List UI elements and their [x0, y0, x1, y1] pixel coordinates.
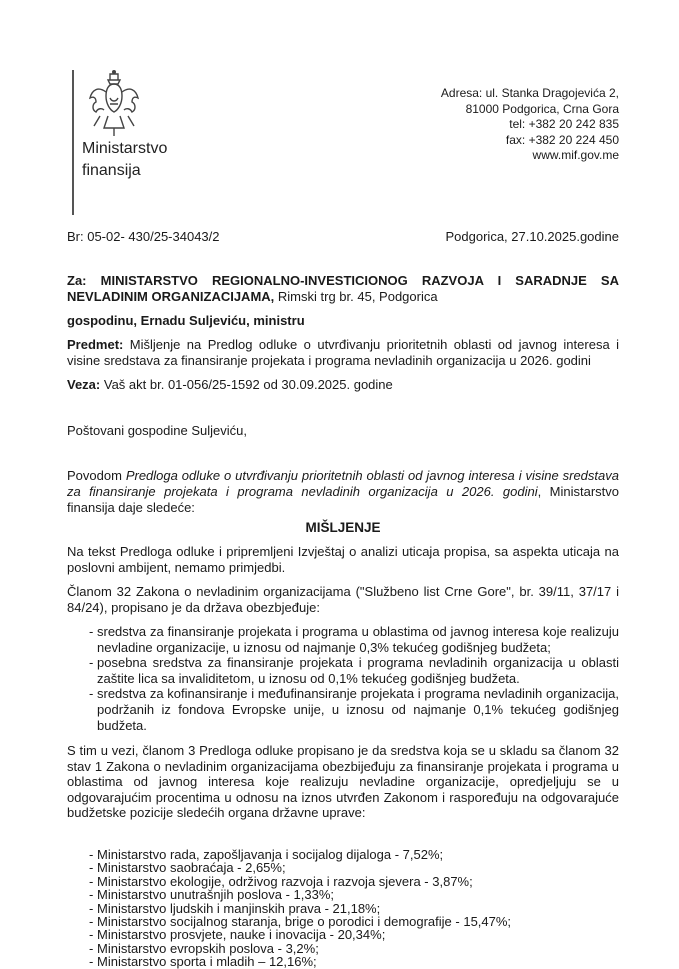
coat-of-arms-logo — [86, 68, 142, 140]
website-link[interactable]: www.mif.gov.me — [532, 148, 619, 162]
funding-bullets — [67, 624, 619, 733]
reference-number: Br: 05-02- 430/25-34043/2 — [67, 229, 220, 244]
recipient-block — [67, 273, 619, 305]
veza-text: Vaš akt br. 01-056/25-1592 od 30.09.2025. godine — [103, 377, 393, 392]
ministry-name — [82, 138, 167, 182]
subject-block — [67, 337, 619, 369]
list-item: - Ministarstvo ljudskih i manjinskih prava - 21,18%; — [67, 902, 619, 915]
letterhead-divider — [72, 70, 74, 215]
recipient-ministry: MINISTARSTVO REGIONALNO-INVESTICIONOG RAZVOJA I SARADNJE SA NEVLADINIM ORGANIZACIJAMA, — [67, 273, 619, 304]
list-item: - sredstva za finansiranje projekata i programa u oblastima od javnog interesa koje realizuju nevladine organizacije, u iznosu od najmanje 0,3% tekućeg godišnjeg budžeta; — [67, 624, 619, 655]
address-city: 81000 Podgorica, Crna Gora — [465, 101, 619, 116]
ministry-name-line1: Ministarstvo — [82, 140, 168, 157]
za-label: Za: — [67, 273, 87, 288]
ministry-name-line2: finansija — [82, 162, 141, 179]
recipient-person: gospodinu, Ernadu Suljeviću, ministru — [67, 313, 305, 328]
intro-title: Predloga odluke o utvrđivanju prioritetnih oblasti od javnog interesa i visine sredstava za finansiranje projekata i programa nevladinih organizacija u 2026. godini — [67, 468, 619, 499]
list-item: - Ministarstvo socijalnog staranja, brige o porodici i demografije - 15,47%; — [67, 915, 619, 928]
paragraph-allocation: S tim u vezi, članom 3 Predloga odluke propisano je da sredstva koja se u skladu sa članom 32 stav 1 Zakona o nevladinim organizacijama obezbijeđuju za finansiranje projekata i programa u oblastima od javnog interesa koje realizuju nevladine organizacije, opredjeljuju se u odgovarajućim procentima u odnosu na iznos utvrđen Zakonom i raspoređuju na odgovarajuće budžetske pozicije sledećih organa državne uprave: — [67, 743, 619, 820]
salutation: Poštovani gospodine Suljeviću, — [67, 423, 247, 438]
contact-address — [441, 86, 619, 164]
list-item: - sredstva za kofinansiranje i međufinansiranje projekata i programa nevladinih organizacija, podržanih iz fondova Evropske unije, u iznosu od najmanje 0,1% tekućeg godišnjeg budžeta. — [67, 686, 619, 733]
list-item: - Ministarstvo unutrašnjih poslova - 1,33%; — [67, 888, 619, 901]
subject-label: Predmet: — [67, 337, 124, 352]
intro-end: , Ministarstvo finansija daje sledeće: — [67, 484, 619, 515]
recipient-address: Rimski trg br. 45, Podgorica — [277, 289, 438, 304]
opinion-heading: MIŠLJENJE — [305, 520, 381, 535]
list-item: - Ministarstvo prosvjete, nauke i inovacija - 20,34%; — [67, 928, 619, 941]
subject-text: Mišljenje na Predlog odluke o utvrđivanju prioritetnih oblasti od javnog interesa i visine sredstava za finansiranje projekata i programa nevladinih organizacija u 2026. godini — [67, 337, 619, 368]
list-item: - Ministarstvo evropskih poslova - 3,2%; — [67, 942, 619, 955]
reference-block — [67, 377, 619, 393]
intro-start: Povodom — [67, 468, 122, 483]
veza-label: Veza: — [67, 377, 101, 392]
ministry-allocation-list — [67, 848, 619, 969]
paragraph-no-objections: Na tekst Predloga odluke i pripremljeni Izvještaj o analizi uticaja propisa, sa aspekta uticaja na poslovni ambijent, nemamo primjedbi. — [67, 544, 619, 575]
list-item: - posebna sredstva za finansiranje projekata i programa nevladinih organizacija u oblasti zaštite lica sa invaliditetom, u iznosu od 0,1% tekućeg godišnjeg budžeta. — [67, 655, 619, 686]
place-date: Podgorica, 27.10.2025.godine — [445, 229, 619, 244]
list-item: - Ministarstvo sporta i mladih – 12,16%; — [67, 955, 619, 968]
paragraph-law-article: Članom 32 Zakona o nevladinim organizacijama ("Službeno list Crne Gore", br. 39/11, 37/17 i 84/24), propisano je da država obezbjeđuje: — [67, 584, 619, 615]
fax: fax: +382 20 224 450 — [505, 132, 619, 147]
list-item: - Ministarstvo saobraćaja - 2,65%; — [67, 861, 619, 874]
phone: tel: +382 20 242 835 — [509, 117, 619, 131]
address-line: Adresa: ul. Stanka Dragojevića 2, — [440, 86, 619, 100]
list-item: - Ministarstvo rada, zapošljavanja i socijalog dijaloga - 7,52%; — [67, 848, 619, 861]
list-item: - Ministarstvo ekologije, održivog razvoja i razvoja sjevera - 3,87%; — [67, 875, 619, 888]
intro-paragraph — [67, 468, 619, 516]
